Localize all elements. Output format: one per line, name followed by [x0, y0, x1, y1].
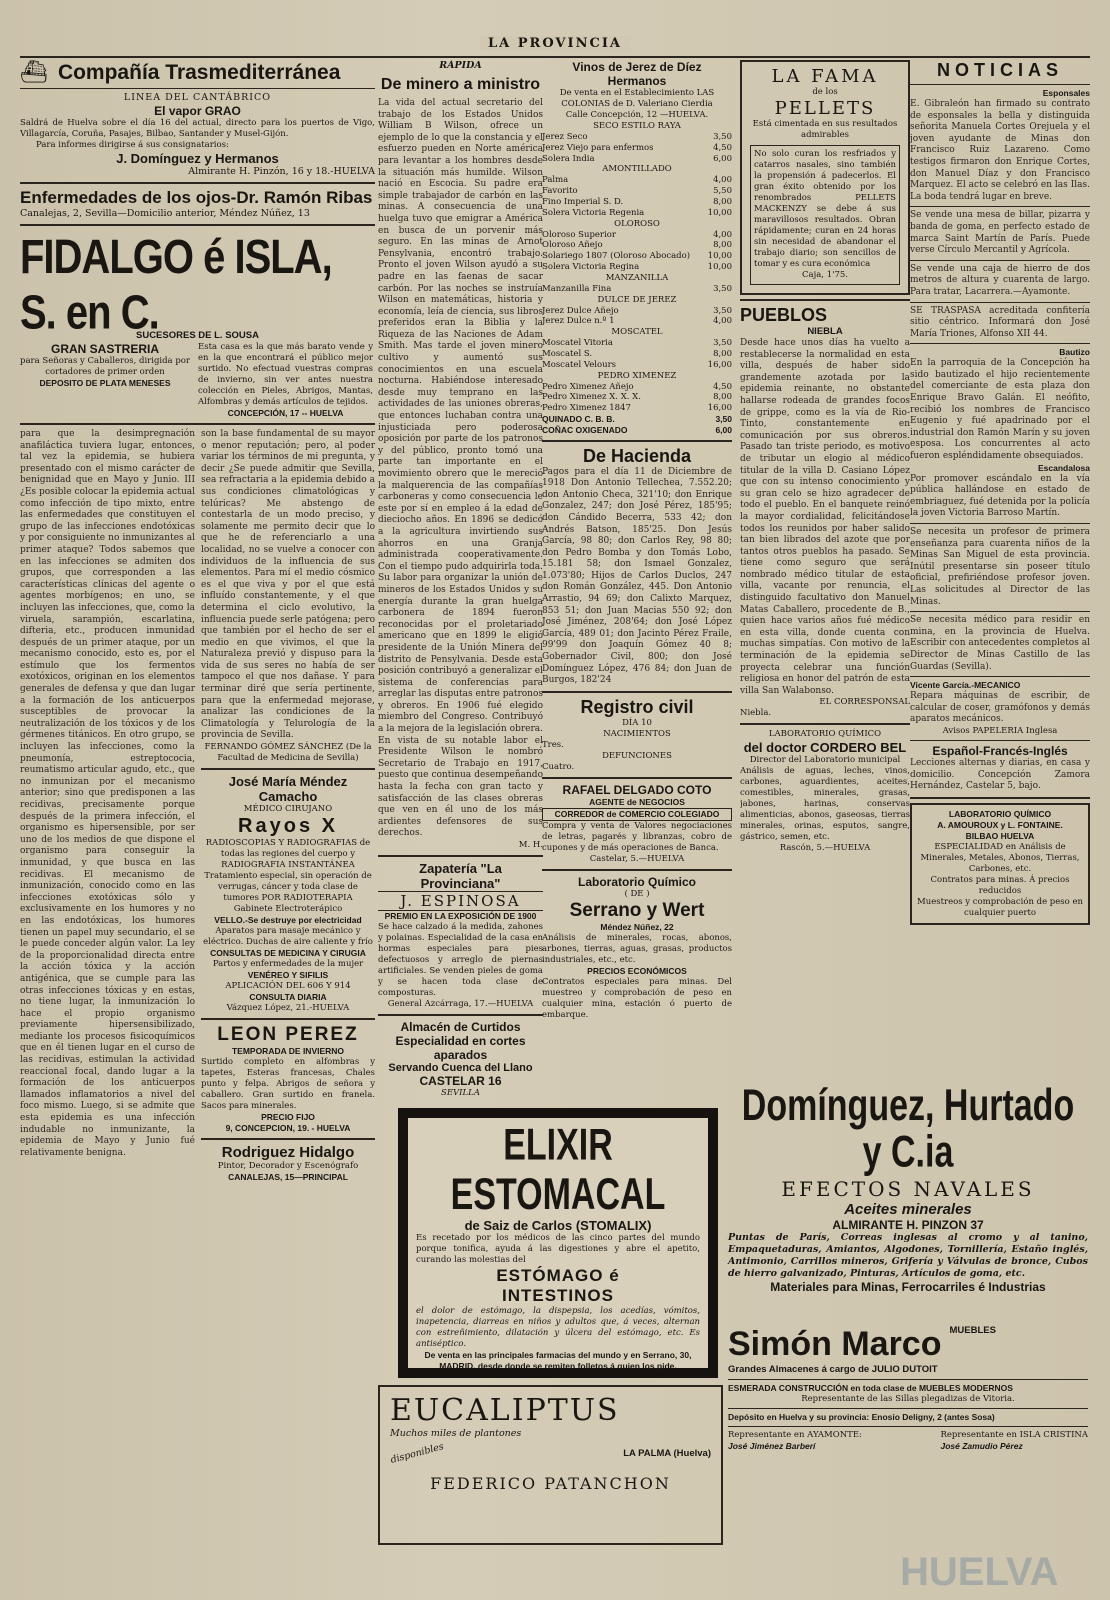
- leon-perez-ad: [201, 1024, 375, 1134]
- amouroux-contr: Contratos para minas. Á precios reducidos: [930, 874, 1070, 896]
- wine-name: Oloroso Añejo: [542, 240, 603, 251]
- wine-name: Manzanilla Fina: [542, 283, 612, 294]
- simon-muebles: MUEBLES: [949, 1325, 996, 1336]
- wine-price: 10,00: [707, 261, 732, 272]
- wine-row: [542, 360, 732, 371]
- leon-text: Surtido completo en alfombras y tapetes, Esteras francesas, Chales punto y felpa. Abrigos de señora y caballero. Gran surtido en franela. Sacos para minerales.: [201, 1057, 375, 1112]
- vicente-text: Repara máquinas de escribir, de calcular de coser, gramófonos y demás aparatos mecánicos.: [910, 691, 1090, 725]
- trasmed-line: LINEA DEL CANTÁBRICO: [123, 92, 272, 103]
- wine-name: Pedro Ximenez X. X. X.: [542, 392, 641, 403]
- registro-def: DEFUNCIONES: [602, 750, 672, 761]
- wine-name: Moscatel Vitoria: [542, 338, 613, 349]
- euca-title: EUCALIPTUS: [390, 1393, 620, 1428]
- masthead-title: LA PROVINCIA: [480, 36, 630, 51]
- wine-group-heading: MOSCATEL: [611, 327, 663, 338]
- wine-row: [542, 197, 732, 208]
- wine-price: 8,00: [713, 196, 732, 207]
- wine-row: [542, 392, 732, 403]
- fama-inner: No solo curan los resfriados y catarros nasales, sino también la propensión á padecerlos. El gran éxito obtenido por los renombrados PELLETS MACKENZY se debe á sus maravillosos resultados. Obran rápidamente; curan en 24 horas sin necesidad de abandonar el trabajo diario; son sencillos de tomar y es cura económica: [754, 149, 896, 269]
- fama-pellets: PELLETS: [774, 98, 876, 119]
- lab-de: ( DE ): [624, 888, 650, 899]
- mendez-radio: RADIOSCOPIAS Y RADIOGRAFIAS de todas las regiones del cuerpo y RADIOGRAFIA INSTANTÁNEA: [205, 838, 371, 871]
- wine-name: Moscatel Velours: [542, 359, 617, 370]
- fama-caja: Caja, 1'75.: [802, 270, 848, 280]
- wine-group-heading: OLOROSO: [614, 218, 660, 229]
- registro-date: DÍA 10: [622, 717, 652, 728]
- fidalgo-sub: SUCESORES DE L. SOUSA: [136, 330, 259, 341]
- rodriguez-ad: [201, 1144, 375, 1183]
- mendez-neo: APLICACIÓN DEL 606 Y 914: [225, 981, 351, 992]
- vinos-address: Calle Concepción, 12 —HUELVA.: [565, 110, 709, 120]
- niebla-sign: Niebla.: [740, 708, 772, 719]
- wine-price: 16,00: [707, 403, 732, 414]
- mendez-consult: CONSULTAS DE MEDICINA Y CIRUGIA: [210, 948, 366, 959]
- wine-row: [542, 175, 732, 186]
- mendez-daily: CONSULTA DIARIA: [249, 992, 327, 1003]
- trasmed-title: Compañía Trasmediterránea: [57, 60, 341, 84]
- registro-d1: Cuatro.: [542, 761, 575, 772]
- niebla-text: Desde hace unos días ha vuelto a restablecerse la normalidad en esta villa, después de haber sido grandemente azotada por la epidemia reinante, no obstante hallarse rodeada de grandes focos de grippe, como es la vía de Rio-Tinto, constantemente en comunicación por sus obreros. Pasado tan triste periodo, es motivo de tributar un elogio al médico titular de la villa D. Casiano López que con su intenso conocimiento y su gran celo se hizo agradecer de todo el pueblo. En el banquete reinó la mayor cordialidad, felicitándose todos los reunidos por haber salido tan bien librados del azote que por tantos otros pueblos ha pasado. Se tiene como seguro que será nombrado médico titular de esta villa, vacante por renuncia, el distinguido facultativo don Manuel Matas Caballero, procedente de B., quien hace varios años fué médico en esta villa, donde cuenta con muchas simpatías. Con motivo de la terminación de la epidemia se proyecta celebrar una función religiosa en honor del patrón de esta villa San Walabonso.: [740, 338, 910, 696]
- amouroux-title: LABORATORIO QUÍMICO: [948, 808, 1052, 819]
- column-5: [910, 60, 1090, 1080]
- zapateria-owner: J. ESPINOSA: [378, 891, 543, 911]
- wine-name: Solera Victoria Regenia: [542, 207, 645, 218]
- elixir-title: ELIXIR ESTOMACAL: [450, 1120, 666, 1220]
- wine-price: 4,50: [713, 142, 732, 153]
- minister-sign: M. H.: [518, 840, 543, 850]
- serrano-wert-ad: [542, 875, 732, 1021]
- wine-name: Fino Imperial S. D.: [542, 196, 624, 207]
- registro-nac: NACIMIENTOS: [603, 728, 671, 739]
- cordero-dir: Director del Laboratorio municipal: [749, 755, 901, 766]
- wine-group-heading: SECO ESTILO RAYA: [593, 121, 681, 131]
- curtidos-title: Almacén de Curtidos: [400, 1020, 521, 1034]
- conac-name: COÑAC OXIGENADO: [542, 424, 628, 435]
- wine-row: [542, 208, 732, 219]
- wine-name: Pedro Ximenez 1847: [542, 403, 631, 414]
- zapateria-text: Se hace calzado á la medida, zahones y polainas. Especialidad de la casa en hormas especiales para pies defectuosos y arreglo de piernas artificiales. Se venden pieles de goma y se hacen toda clase de composturas.: [378, 922, 543, 998]
- wine-name: Jerez Viejo para enfermos: [542, 142, 654, 153]
- curtidos-ad: [378, 1020, 543, 1099]
- wine-row: [542, 143, 732, 154]
- wine-name: Jerez Seco: [542, 132, 588, 142]
- simon-build: ESMERADA CONSTRUCCIÓN en toda clase de MUEBLES MODERNOS: [728, 1383, 1013, 1393]
- rodriguez-address: CANALEJAS, 15—PRINCIPAL: [228, 1172, 348, 1183]
- registro-civil: [542, 697, 732, 773]
- escandalosa-text: Por promover escándalo en la vía pública hallándose en estado de embriaguez, fué detenida por la policía la joven Victoria Barroso Martín.: [910, 473, 1090, 519]
- wine-row: [542, 186, 732, 197]
- dominguez-mats: Materiales para Minas, Ferrocarriles é Industrias: [770, 1280, 1046, 1294]
- quinado-name: QUINADO C. B. B.: [542, 413, 615, 424]
- idiomas-title: Español-Francés-Inglés: [932, 743, 1068, 758]
- registro-title: Registro civil: [580, 696, 694, 717]
- fama-ad: [740, 60, 910, 295]
- article-signature: FERNANDO GÓMEZ SÁNCHEZ (De la Facultad de Medicina de Sevilla): [204, 742, 372, 764]
- leon-season: TEMPORADA DE INVIERNO: [231, 1046, 345, 1057]
- wine-price: 10,00: [707, 207, 732, 218]
- zapateria-title: Zapatería "La Provinciana": [419, 861, 502, 891]
- rafael-corr: CORREDOR de COMERCIO COLEGIADO: [542, 808, 732, 821]
- amouroux-cities: BILBAO HUELVA: [965, 830, 1035, 841]
- trasmediterranea-ad: [20, 60, 375, 178]
- wine-group-heading: DULCE DE JEREZ: [597, 294, 677, 305]
- amouroux-ad: [910, 803, 1090, 925]
- rodriguez-sub: Pintor, Decorador y Escenógrafo: [217, 1161, 359, 1172]
- simon-rep2: Representante en ISLA CRISTINA: [940, 1430, 1088, 1440]
- leon-title: LEON PEREZ: [217, 1024, 359, 1046]
- pueblos-heading: PUEBLOS: [740, 305, 828, 325]
- registro-n1: Tres.: [542, 739, 564, 750]
- mendez-title: José María Méndez Camacho: [228, 774, 348, 805]
- trasmed-consign: Para informes dirigirse á sus consignatarios:: [36, 140, 229, 150]
- fidalgo-title: FIDALGO é ISLA, S. en C.: [20, 231, 332, 340]
- elixir-text2: el dolor de estómago, la dispepsia, los acedías, vómitos, inapetencia, diarreas en niños y adultos que, á veces, alternan con estreñimiento, dilatación y úlcera del estómago, etc. Es antiséptico.: [416, 1306, 700, 1349]
- wine-price-list: [542, 121, 732, 414]
- vicente-title: Vicente García.-MECANICO: [910, 680, 1021, 691]
- billar-notice: Se vende una mesa de billar, pizarra y banda de goma, en perfecto estado de marca Saint Martín de París. Puede verse Círculo Mercantil y Agrícola.: [910, 210, 1090, 256]
- mendez-massage: Aparatos para masaje mecánico y eléctrico. Duchas de aire caliente y frío: [203, 926, 373, 948]
- wine-row: [542, 251, 732, 262]
- wine-row: [542, 284, 732, 295]
- amouroux-mues: Muestreos y comprobación de peso en cualquier puerto: [917, 896, 1083, 918]
- mendez-treat: Tratamiento especial, sin operación de verrugas, cáncer y toda clase de tumores POR RADIOTERAPIA: [204, 871, 372, 904]
- rapida-label: RÁPIDA: [439, 60, 482, 71]
- wine-price: 5,50: [713, 186, 732, 197]
- wine-price: 4,00: [713, 229, 732, 240]
- wine-price: 4,00: [713, 175, 732, 186]
- zapateria-address: General Azcárraga, 17.—HUELVA: [387, 999, 534, 1009]
- lab-owners: Serrano y Wert: [569, 899, 705, 921]
- zapateria-prize: PREMIO EN LA EXPOSICIÓN DE 1900: [384, 911, 537, 921]
- ribas-address: Canalejas, 2, Sevilla—Domicilio anterior, Méndez Núñez, 13: [20, 208, 310, 219]
- fidalgo-shop-text: para Señoras y Caballeros, dirigida por cortadores de primer orden: [20, 356, 190, 377]
- wine-name: Jerez Dulce n.º 1: [542, 316, 615, 327]
- mendez-ad: [201, 774, 375, 1014]
- dominguez-address: ALMIRANTE H. PINZON 37: [832, 1218, 984, 1232]
- cordero-address: Rascón, 5.—HUELVA: [779, 843, 871, 854]
- mendez-hair: VELLO.-Se destruye por electricidad: [214, 915, 362, 926]
- curtidos-city: SEVILLA: [441, 1088, 480, 1098]
- dominguez-oils: Aceites minerales: [844, 1201, 972, 1218]
- trasmed-agent: J. Domínguez y Hermanos: [116, 151, 279, 166]
- quinado-price: 3,50: [715, 413, 732, 424]
- profesor-notice: Se necesita un profesor de primera enseñanza para cuarenta niños de la Minas San Miguel de esta provincia. Inútil presentarse sin poseer título oficial, prefiriéndose profesor joven. Las solicitudes al Director de las Minas.: [910, 527, 1090, 607]
- eucaliptus-ad: [378, 1385, 723, 1545]
- fama-title: LA FAMA: [771, 66, 879, 87]
- trasmed-text: Saldrá de Huelva sobre el día 16 del actual, directo para los puertos de Vigo, Villagarcía, Coruña, Pasajes, Bilbao, Santander y Musel-Gijón.: [20, 118, 375, 139]
- idiomas-text: Lecciones alternas y diarias, en casa y domicilio. Concepción Zamora Hernández, Castelar 5, bajo.: [910, 757, 1090, 792]
- simon-rep: Representante de las Sillas plegadizas de Vitoria.: [801, 1394, 1015, 1404]
- wine-price: 8,00: [713, 240, 732, 251]
- archive-watermark: HUELVA: [900, 1550, 1059, 1594]
- dominguez-text: Puntas de París, Correas inglesas al cromo y al tanino, Empaquetaduras, Amiantos, Algodones, Tornillería, Estaño inglés, Antimonio, Carrillos mineros, Grifería y Válvulas de bronce, Cubos de hierro galvanizado, Pinturas, Artículos de goma, etc.: [728, 1232, 1088, 1279]
- curtidos-spec: Especialidad en cortes aparados: [395, 1034, 526, 1062]
- wine-row: [542, 230, 732, 241]
- conac-price: 6,00: [715, 424, 732, 435]
- dominguez-sub: EFECTOS NAVALES: [781, 1177, 1035, 1201]
- noticias-heading: NOTICIAS: [936, 60, 1063, 80]
- vinos-title: Vinos de Jerez de Díez Hermanos: [572, 60, 702, 88]
- wine-price: 3,50: [713, 338, 732, 349]
- wine-row: [542, 240, 732, 251]
- bautizo-text: En la parroquia de la Concepción ha sido bautizado el hijo recientemente del comerciante de esta plaza don Enrique Bravo Galán. El neófito, recibió los nombres de Francisco Eugenio y fué apadrinado por el industrial don Ramón Marín y su joven esposa. Los concurrentes al acto fueron espléndidamente obsequiados.: [910, 358, 1090, 462]
- mendez-special: Partos y enfermedades de la mujer: [212, 959, 364, 970]
- wine-row: [542, 154, 732, 165]
- fidalgo-right-text: Esta casa es la que más barato vende y en la que encontrará el público mejor surtido. No efectuad vuestras compras de invierno, sin ver antes nuestra colección en Pieles, Abrigos, Mantas, Alfombras y demás artículos de tejidos.: [198, 342, 373, 407]
- cordero-text: Análisis de aguas, leches, vinos, carbones, aguardientes, aceites, comestibles, minerales, grasas, jabones, harinas, conservas alimenticias, abonos, gaseosas, tierras minerales, orinas, esputos, sangre, gástrico, semen, etc.: [740, 766, 910, 843]
- rafael-text: Compra y venta de Valores negociaciones de letras, pagarés y libranzas, cobro de cupones y de más operaciones de Banca.: [542, 820, 732, 853]
- cordero-ad: [740, 729, 910, 854]
- elixir-organ2: INTESTINOS: [501, 1286, 614, 1305]
- ship-icon: ⛴: [20, 60, 48, 85]
- lab-address: Méndez Núñez, 22: [600, 921, 674, 932]
- hacienda-text: Pagos para el día 11 de Diciembre de 1918 Don Antonio Tellechea, 7.552.20; don Antonio Checa, 321'10; don Enrique Gonzalez, 247; don José Pérez, 185'95; don Cándido Becerra, 533 42; don Andrés Batson, 185'25. Don Jesús García, 98 80; don Carlos Rey, 98 80; don Pedro Bomba y don Tomás Lobo, 15.181 58; don Ismael Gonzalez, 1.073'80; Hijos de Carlos Duclos, 247 don Román González, 445. Don Antonio Arrastio, 94 69; don Calixto Marquez, 853 51; don Juan Macias 550 92; don José Jiménez, 208'64; don José López García, 489 01; don Jacinto Pérez Fraile, 99'99 don Joaquín Gómez 40 8; Gobernador Civil, 800; don José Domínguez López, 476 84; don Juan de Burgos, 182'24: [542, 466, 732, 686]
- niebla-corresp: EL CORRESPONSAL: [819, 697, 910, 708]
- mendez-gab: Gabinete Electroterápico: [233, 904, 343, 915]
- wine-price: 8,00: [713, 348, 732, 359]
- simon-rep1: Representante en AYAMONTE:: [728, 1430, 862, 1440]
- wine-row: [542, 403, 732, 414]
- wine-name: Favorito: [542, 186, 578, 197]
- minister-headline: De minero a ministro: [380, 76, 541, 93]
- simon-rep1-name: José Jiménez Barberí: [728, 1441, 816, 1451]
- elixir-ad: [398, 1108, 718, 1378]
- cordero-small: LABORATORIO QUÍMICO: [768, 729, 882, 740]
- zapateria-ad: [378, 861, 543, 1010]
- lab-prices: PRECIOS ECONÓMICOS: [587, 965, 687, 976]
- wine-name: Solera India: [542, 153, 595, 164]
- simon-deposit: Depósito en Huelva y su provincia: Enosio Deligny, 2 (antes Sosa): [728, 1412, 995, 1422]
- medico-notice: Se necesita médico para residir en mina, en la provincia de Huelva. Escribir con antecedentes completos al Director de Minas Castillo de las Guardas (Sevilla).: [910, 615, 1090, 672]
- ribas-ad: [20, 188, 375, 220]
- esponsales-text: E. Gibraleón han firmado su contrato de esponsales la bella y distinguida señorita Manuela Cortes Orejuela y el joven ayudante de Minas don Francisco Ruiz Lazareno. Como testigos firmaron don Enrique Cortes, don Manuel Díaz y don Francisco Marquez. El acto se celebró en las Ilas. La boda tendrá lugar en breve.: [910, 99, 1090, 202]
- curtidos-owner: Servando Cuenca del Llano: [388, 1062, 533, 1074]
- column-3: [542, 60, 732, 1095]
- fama-text: Está cimentada en sus resultados admirables: [752, 119, 898, 140]
- mendez-rayos: Rayos X: [238, 815, 338, 838]
- column-2: [378, 60, 543, 1105]
- lab-text2: Contratos especiales para minas. Del muestreo y comprobación de peso en cualquier mina, estación ó puerto de embarque.: [542, 976, 732, 1020]
- wine-name: Jerez Dulce Añejo: [542, 305, 619, 316]
- wine-price: 3,50: [713, 283, 732, 294]
- niebla-heading: NIEBLA: [807, 326, 843, 337]
- masthead: [20, 36, 1090, 58]
- column-1: [20, 60, 375, 1183]
- wine-row: [542, 262, 732, 273]
- mendez-address: Vázquez López, 21.-HUELVA: [226, 1003, 350, 1014]
- rodriguez-title: Rodriguez Hidalgo: [221, 1144, 355, 1162]
- simon-title: Simón Marco: [728, 1325, 942, 1363]
- fama-de: de los: [812, 87, 838, 97]
- wine-price: 3,50: [713, 132, 732, 142]
- euca-disp: disponibles: [389, 1441, 445, 1466]
- leon-price: PRECIO FIJO: [261, 1112, 315, 1123]
- wine-price: 3,50: [713, 305, 732, 316]
- euca-place: LA PALMA (Huelva): [623, 1448, 711, 1459]
- wine-group-heading: AMONTILLADO: [602, 164, 672, 175]
- fidalgo-address: CONCEPCIÓN, 17 -- HUELVA: [227, 408, 344, 418]
- elixir-sub: de Saiz de Carlos (STOMALIX): [464, 1218, 652, 1233]
- fidalgo-deposit: DEPOSITO DE PLATA MENESES: [39, 378, 171, 388]
- curtidos-address: CASTELAR 16: [419, 1074, 502, 1088]
- wine-group-heading: PEDRO XIMENEZ: [597, 370, 677, 381]
- elixir-organ1: ESTÓMAGO é: [496, 1266, 620, 1285]
- simon-stores: Grandes Almacenes á cargo de JULIO DUTOIT: [728, 1364, 938, 1375]
- bautizo-heading: Bautizo: [1059, 347, 1090, 358]
- wine-name: Palma: [542, 175, 569, 186]
- traspasa-notice: SE TRASPASA acreditada confitería sitio céntrico. Informará don José María Triones, Alfonso XII 44.: [910, 305, 1090, 339]
- quinado-row: [542, 414, 732, 425]
- conac-row: [542, 425, 732, 436]
- rafael-title: RAFAEL DELGADO COTO: [562, 782, 712, 797]
- wine-group-heading: MANZANILLA: [605, 272, 669, 283]
- wine-row: [542, 338, 732, 349]
- trasmed-ship: El vapor GRAO: [154, 104, 241, 118]
- rafael-address: Castelar, 5.—HUELVA: [589, 853, 685, 864]
- hacienda-headline: De Hacienda: [582, 445, 692, 466]
- fidalgo-ad: [20, 230, 375, 419]
- lab-title: Laboratorio Químico: [577, 874, 696, 889]
- wine-row: [542, 382, 732, 393]
- lab-text: Análisis de minerales, rocas, abonos, arbones, tierras, aguas, grasas, productos industriales, etc., etc.: [542, 932, 732, 965]
- elixir-text: Es recetado por los médicos de las cinco partes del mundo porque tonifica, ayuda á las digestiones y abre el apetito, curando las molestias del: [416, 1233, 700, 1265]
- amouroux-spec: ESPECIALIDAD en Análisis de Minerales, Metales, Abonos, Tierras, Carbones, etc.: [920, 841, 1080, 874]
- wine-row: [542, 349, 732, 360]
- escandalosa-heading: Escandalosa: [1038, 462, 1090, 473]
- column-4: [740, 60, 910, 1080]
- wine-name: Oloroso Superior: [542, 229, 616, 240]
- wine-row: [542, 132, 732, 143]
- vicente-address: Avisos PAPELERIA Inglesa: [942, 725, 1058, 736]
- esponsales-heading: Esponsales: [1042, 88, 1090, 98]
- elixir-sale: De venta en las principales farmacias del mundo y en Serrano, 30, MADRID, desde donde se remiten folletos á quien los pide.: [424, 1350, 692, 1371]
- caja-notice: Se vende una caja de hierro de dos metros de altura y cuarenta de largo. Para tratar, Lacarrera.—Ayamonte.: [910, 263, 1090, 297]
- wine-name: Solera Victoria Regina: [542, 261, 640, 272]
- leon-address: 9, CONCEPCION, 19. - HUELVA: [225, 1123, 351, 1134]
- cordero-title: del doctor CORDERO BEL: [743, 740, 907, 756]
- wine-price: 6,00: [713, 153, 732, 164]
- wine-price: 16,00: [707, 359, 732, 370]
- wine-name: Moscatel S.: [542, 348, 593, 359]
- epidemic-article-left: para que la desimpregnación anafiláctica tuviera lugar, entonces, tal vez la epidemia, se hubiera presentado con el mismo carácter de benignidad que en Mayo y Junio. III ¿Es posible colocar la epidemia actual como infección de tipo mixto, entre las enfermedades que constituyen el grupo de las infecciones endotóxicas y por consiguiente no inmunizantes al primer ataque? Todos sabemos que en las infecciones se admiten dos grupos, que corresponden a las características clínicas del agente o agentes morbígenos; en uno, se incluyen las infecciones, que, como la viruela, sarampión, escarlatina, difteria, etc., producen inmunidad después de un primer ataque, por un mecanismo conocido, esto es, por el estímulo que los fermentos exotóxicos, originan en los elementos generales de defensa y que dan lugar a la formación de los anticuerpos susceptibles de provocar la neutralización de los tóxicos y de los gérmenes titánicos. En otro grupo, se incluyen las infecciones, como la pneumonía, estreptococia, reumatismo articular agudo, etc., que no inmunizan por el mecanismo anterior; sino que predisponen a las recidivas, precisamente porque después de la primera infección, el organismo es hipersensible, por ser uno de los medios de que dispone el organismo para conseguir la inmunidad, y que busca en las recidivas. El mecanismo de inmunización, conocido como en las infecciones exotóxicas sólo y exclusivamente en los humores y no en las endotóxicas, los humores tienen un papel muy secundario, el se le puede conceder algún valor. La ley de la proporcionalidad directa entre la acción tóxica y la acción antigénica, que se cumple para las otras infecciones tóxicas y en estas, no tiene lugar, la inmunización lo hace el propio organismo previamente hipersensibilizado, mediante los procesos fisicoquímicos que en él tienen lugar en el curso de las recidivas, estimulan la actividad reaccional focal, dando lugar a la formación de los anticuerpos llamados inflamatorios a nivel del foco mismo. Luego, si se admite que esta epidemia es una infección indudable no inmunizante, la epidemia de Mayo y Junio fué relativamente benigna.: [20, 429, 195, 1158]
- wine-price: 10,00: [707, 251, 732, 262]
- mendez-sub: MÉDICO CIRUJANO: [243, 804, 333, 815]
- wine-name: Solariego 1807 (Oloroso Abocado): [542, 251, 691, 262]
- ribas-title: Enfermedades de los ojos-Dr. Ramón Ribas: [20, 188, 373, 207]
- wine-row: [542, 316, 732, 327]
- simon-marco-ad: [728, 1325, 1088, 1452]
- mendez-vener: VENÉREO Y SIFILIS: [247, 970, 329, 981]
- trasmed-address: Almirante H. Pinzón, 16 y 18.-HUELVA: [188, 166, 375, 177]
- simon-rep2-name: José Zamudio Pérez: [940, 1441, 1023, 1451]
- wine-price: 8,00: [713, 392, 732, 403]
- rafael-sub: AGENTE de NEGOCIOS: [589, 796, 685, 807]
- wine-row: [542, 306, 732, 317]
- epidemic-article-right: son la base fundamental de su mayor o menor reputación; pero, al poder variar los términos de mi pregunta, y decir ¿Se puede admitir que Sevilla, sea refractaria a la epidemia debido a sus condiciones climatológicas y telúricas? Me abstengo de contestarla de un modo preciso, y solamente me permito decir que lo que he de referenciarlo a una localidad, no se vuelve a conocer con individuos de la influencia de sus elementos. Para mí el medio cósmico es el que viva y por el que está influído constantemente, y el que determina el ciclo evolutivo, la influencia puede serle patógena; pero que también por el hecho de ser el medio en que vivimos, el que la Naturaleza previó y dispuso para la vida de sus seres no había de ser tampoco el que nos dañase. Y para terminar diré que sería pertinente, para que la enfermedad mejorase, analizar las condiciones de la Climatología y Telurología de la provincia de Sevilla.: [201, 429, 375, 741]
- vinos-sub: De venta en el Establecimiento LAS COLONIAS de D. Valeriano Cierdia: [559, 88, 715, 109]
- dominguez-title: Domínguez, Hurtado y C.ia: [741, 1080, 1075, 1178]
- wine-name: Pedro Ximenez Añejo: [542, 381, 634, 392]
- euca-owner: FEDERICO PATANCHON: [430, 1474, 671, 1493]
- euca-sub: Muchos miles de plantones: [390, 1428, 522, 1439]
- fidalgo-shop: GRAN SASTRERIA: [50, 342, 159, 356]
- amouroux-sub: A. AMOUROUX y L. FONTAINE.: [937, 819, 1063, 830]
- dominguez-hurtado-ad: [728, 1080, 1088, 1294]
- wine-price: 4,00: [713, 316, 732, 327]
- minister-article: La vida del actual secretario del trabajo de los Estados Unidos William B Wilson, ofrece un ejemplo de lo que la constancia y el esfuerzo pueden en Norte américa para levantar a los hombres desde la situación más humilde. Wilson nació en Escocia. Su padre era simple trabajador de carbón en las minas. A consecuencia de una huelga tuvo que emigrar a América en busca de un porvenir más seguro. En las minas de Arnot Pensylvania, encontró trabajo. Pronto el joven Wilson ayudó a su padre en las faenas de sacar carbón. Por las noches se instruía Wilson en matemáticas, historia y economía, leía de ciencia, sus libros preferidos eran la Biblia y la Riqueza de las Naciones de Adam Smith. Mas tarde el joven minero cultivo y aumentó sus conocimientos en una escuela nocturna. Habiéndose interesado desde muy temprano en las actividades de las uniones obreras, que entonces luchaban contra una injusticiada pero poderosa oposición por parte de los patronos y del público, pronto tomó una parte tan importante en el movimiento obrero que le mereció la malquerencia de las compañías carboneras y como consecuencia le este por sí en empleo á la edad de dieciocho años. En 1896 se dedicó a la agricultura invirtiendo sus ahorros en una Granja administrada cooperativamente. Con el tiempo pudo adquirirla toda. Su labor para organizar la unión de mineros de los Estados Unidos y su energía durante la gran huelga carbonera de 1894 fueron reconocidas por el proletariado americano que en 1899 le eligió presidente de la Unión Minera del distrito de Pensylvania. Desde esta posición contribuyó a generalizar el sistema de conferencias para arreglar las disputas entre patronos y obreros. En 1906 fué elegido miembro del Congreso. Contribuyó a la mejora de la legislación obrera. En vista de su notable labor el Presidente Wilson le nombró Secretario de Trabajo en 1917, puesto que continua desempeñando hasta la fecha con gran tacto y satisfacción de las clases obreras que ven en él uno de los más ardientes defensores de sus derechos.: [378, 98, 543, 839]
- wine-price: 4,50: [713, 381, 732, 392]
- rafael-delgado-ad: [542, 783, 732, 865]
